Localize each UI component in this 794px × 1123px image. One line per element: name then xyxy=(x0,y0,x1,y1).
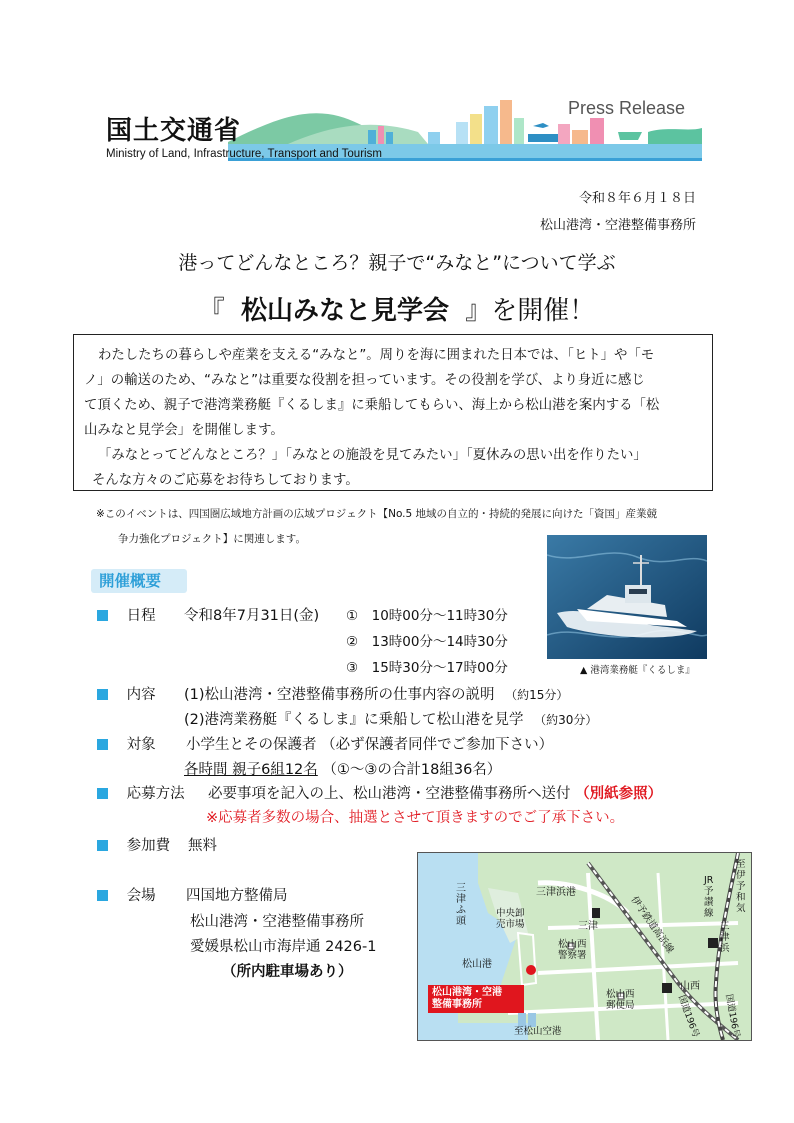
map-label-nishi-post: 松山西郵便局 xyxy=(606,989,635,1011)
target-row xyxy=(97,733,156,754)
schedule-slot: ③ 15時30分～17時00分 xyxy=(346,660,508,676)
map-label-route-2: 国道196号 xyxy=(723,993,741,1039)
intro-line: て頂くため、親子で港湾業務艇『くるしま』に乗船してもらい、海上から松山港を案内する「松 xyxy=(84,398,660,413)
title-close: 』を開催！ xyxy=(465,296,596,326)
note-line: 争力強化プロジェクト】に関連します。 xyxy=(118,533,306,545)
title-event-name: 松山みなと見学会 xyxy=(240,296,449,326)
intro-line: 「みなとってどんなところ？」「みなとの施設を見てみたい」「夏休みの思い出を作りたい」 xyxy=(98,448,647,463)
map-label-to-airport: 至松山空港 xyxy=(514,1026,562,1037)
map-label-matsuyama-port: 松山港 xyxy=(462,959,492,970)
bullet-square xyxy=(97,610,108,621)
bullet-square xyxy=(97,890,108,901)
fee-row xyxy=(97,834,170,855)
venue-line: 四国地方整備局 xyxy=(186,888,288,904)
map-label-nishi-police: 松山西警察署 xyxy=(558,939,587,961)
map-label-sanzu-futo: 三津ふ頭 xyxy=(456,883,466,927)
content-item-1: (1)松山港湾・空港整備事務所の仕事内容の説明 （約15分） xyxy=(184,687,569,703)
title-open-bracket: 『 xyxy=(198,296,225,326)
press-release-label: Press Release xyxy=(568,98,686,118)
intro-line: 山みなと見学会」を開催します。 xyxy=(84,423,284,438)
issuing-office: 松山港湾・空港整備事務所 xyxy=(539,218,696,233)
venue-label: 会場 xyxy=(126,888,156,904)
content-row xyxy=(97,683,156,704)
apply-label: 応募方法 xyxy=(126,786,185,802)
map-label-route: 国道196号 xyxy=(675,994,701,1039)
venue-line: （所内駐車場あり） xyxy=(222,964,353,980)
schedule-slot: ① 10時00分～11時30分 xyxy=(346,608,508,624)
fee-text: 無料 xyxy=(188,838,217,854)
location-map xyxy=(417,852,752,1041)
map-label-iyo-wake: 至伊予和気 xyxy=(736,859,746,914)
office-marker-label: 松山港湾・空港 整備事務所 xyxy=(428,985,524,1013)
apply-note: ※応募者多数の場合、抽選とさせて頂きますのでご了承下さい。 xyxy=(206,810,625,826)
map-label-chuo-market: 中央卸売市場 xyxy=(496,908,525,930)
map-label-sanzu: 三津 xyxy=(578,921,598,932)
content-item-2: (2)港湾業務艇『くるしま』に乗船して松山港を見学 （約30分） xyxy=(184,712,598,728)
map-label-sanzuhama-station: 三津浜 xyxy=(720,921,730,954)
map-label-sanzu-hama-port: 三津浜港 xyxy=(536,887,576,898)
ministry-name-en: Ministry of Land, Infrastructure, Transport and Tourism xyxy=(106,148,382,160)
map-label-yamanishi: 山西 xyxy=(680,981,700,992)
schedule-label: 日程 xyxy=(126,608,156,624)
bullet-square xyxy=(97,788,108,799)
target-capacity: 各時間 親子6組12名 （①～③の合計18組36名） xyxy=(184,762,502,778)
section-label: 開催概要 xyxy=(91,569,187,593)
target-label: 対象 xyxy=(126,737,156,753)
page-title xyxy=(0,290,794,327)
apply-text: 必要事項を記入の上、松山港湾・空港整備事務所へ送付 （別紙参照） xyxy=(208,786,663,802)
fee-label: 参加費 xyxy=(126,838,171,854)
subtitle: 港ってどんなところ？親子で“みなと”について学ぶ xyxy=(178,252,616,274)
intro-box xyxy=(73,334,713,491)
schedule-date: 令和8年7月31日(金) xyxy=(184,608,320,624)
venue-line: 愛媛県松山市海岸通 2426-1 xyxy=(190,939,377,955)
bullet-square xyxy=(97,739,108,750)
venue-line: 松山港湾・空港整備事務所 xyxy=(190,914,364,930)
intro-line: ノ」の輸送のため、“みなと”は重要な役割を担っています。その役割を学び、より身近に感じ xyxy=(84,373,645,388)
apply-row xyxy=(97,782,185,803)
venue-row xyxy=(97,884,156,905)
map-label-iyo-railway: 伊予鉄道高浜線 xyxy=(628,894,676,956)
target-text: 小学生とその保護者 （必ず保護者同伴でご参加下さい） xyxy=(186,737,554,753)
bullet-square xyxy=(97,689,108,700)
content-label: 内容 xyxy=(126,687,156,703)
boat-photo xyxy=(547,535,707,659)
map-label-jr-yosan: JR予讃線 xyxy=(704,875,714,919)
schedule-slot: ② 13時00分～14時30分 xyxy=(346,634,508,650)
intro-line: わたしたちの暮らしや産業を支える“みなと”。周りを海に囲まれた日本では、「ヒト」や「モ xyxy=(98,348,655,363)
ministry-name-jp: 国土交通省 xyxy=(106,116,242,146)
schedule-row xyxy=(97,604,156,625)
note-line: ※このイベントは、四国圏広域地方計画の広域プロジェクト【No.5 地域の自立的・持続的発展に向けた「資国」産業競 xyxy=(96,508,658,520)
release-date: 令和８年６月１８日 xyxy=(578,191,696,206)
photo-caption: ▲ 港湾業務艇『くるしま』 xyxy=(580,665,695,676)
bullet-square xyxy=(97,840,108,851)
intro-line: そんな方々のご応募をお待ちしております。 xyxy=(92,473,359,488)
header xyxy=(98,92,702,164)
